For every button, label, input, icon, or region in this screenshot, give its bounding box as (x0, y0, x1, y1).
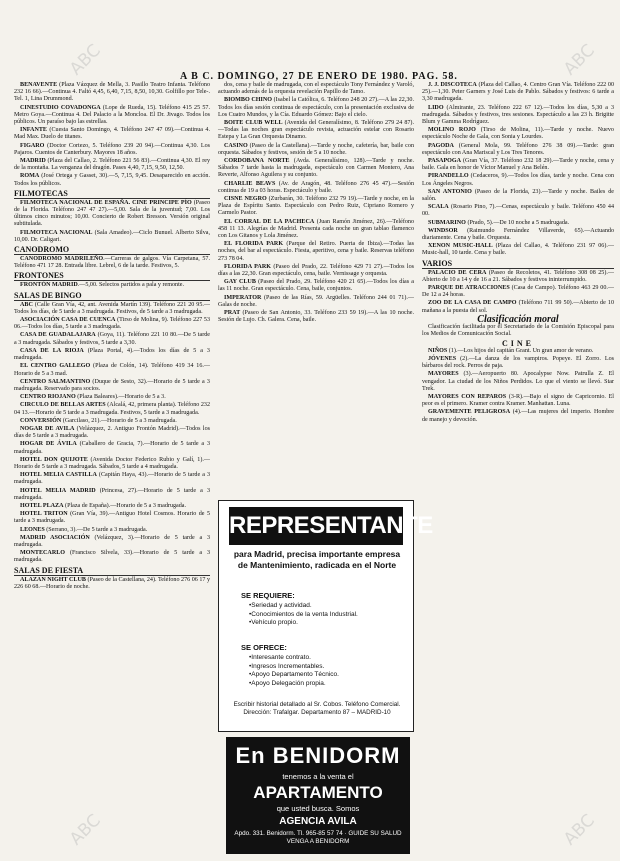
listing-name: INFANTE (20, 127, 47, 134)
listing-entry (422, 204, 614, 218)
listing-entry (14, 200, 210, 229)
listing-text: (Cuesta Santo Domingo, 4. Teléfono 247 47 09).—Continua 4. Mad Max. Duelo de titanes. (14, 127, 210, 141)
listing-entry (422, 143, 614, 157)
listing-entry (14, 143, 210, 157)
listing-text: CINE (501, 338, 534, 348)
listing-entry (14, 348, 210, 362)
listing-text: (Paseo de San Antonio, 33. Teléfono 233 59 19).—A las 10 noche. Sesión de Lujo. Ch. Galera. Cena, baile. (218, 310, 414, 324)
listing-text: Clasificación facilitada por el Secretariado de la Comisión Episcopal para los Medios de Comunicación Social. (422, 324, 614, 338)
listing-name: ZOO DE LA CASA DE CAMPO (428, 300, 517, 307)
listing-text: (Goya, 11). Teléfono 221 10 80.—De 5 tarde a 3 madrugada. Sábados y festivos, 5 tarde a 3,30. (14, 332, 210, 346)
listing-entry (14, 127, 210, 141)
listing-text: (Capitán Haya, 43).—Horario de 5 tarde a 3 madrugada. (14, 472, 210, 486)
listing-text: (General Mola, 99. Teléfono 276 38 09).—Tarde: gran espectáculo con Ana Mariscal y Los Tres Tenores. (422, 142, 614, 156)
benidorm-ad (226, 737, 410, 854)
listing-entry (14, 511, 210, 525)
listing-entry (14, 317, 210, 331)
listing-text: (Sala Amadeo).—Ciclo Bunuel. Alberto Silva, 10,00. Dr. Caligari. (14, 229, 210, 243)
listing-name: HOTEL DON QUIJOTE (20, 456, 88, 463)
classification-heading (422, 313, 614, 325)
listing-text: (Doctor Cortezo, 5. Teléfono 239 20 94).—Continua 4,30. Los Pajaros. Cuentos de Canterbury. Mayores 18 años. (14, 142, 210, 156)
listing-entry (422, 220, 614, 227)
watermark: ABC (560, 40, 599, 80)
listing-entry (14, 535, 210, 549)
listing-name: CASA DE GUADALAJARA (20, 332, 96, 339)
listing-entry (14, 302, 210, 316)
ad-agency: AGENCIA AVILA (279, 816, 357, 827)
listing-entry (218, 97, 414, 119)
listing-text: (Rosario Pino, 7).—Cenas, espectáculo y baile. Teléfono 450 44 00. (422, 204, 614, 218)
listing-text: (Paseo de las Rías, 59. Argüelles. Teléfono 244 01 71).—Galas de noche. (218, 294, 414, 308)
listing-text: (Prado, 5).—De 10 noche a 5 madrugada. (465, 219, 570, 226)
listing-text: (1).—Los hijos del capitán Grant. Un gran amor de verano. (447, 347, 594, 354)
listing-text: (Paseo del Prado, 22. Teléfono 429 71 27).—Todos los días a las 22,30. Gran espectáculo, cena, baile. Vernissage y orquesta. (218, 263, 414, 278)
listing-name: ALAZAN NIGHT CLUB (20, 576, 86, 583)
listing-entry (14, 82, 210, 104)
listing-text: Clasificación moral (477, 313, 559, 325)
listing-entry (422, 394, 614, 408)
listing-text: VARIOS (422, 258, 453, 268)
section-heading (14, 271, 210, 281)
listings-column-2 (218, 82, 414, 502)
section-heading (14, 245, 210, 255)
listing-name: CISNE NEGRO (224, 196, 267, 203)
section-heading (14, 189, 210, 199)
listing-name: NIÑOS (428, 347, 448, 354)
listing-text: FILMOTECAS (14, 188, 68, 198)
listing-text: (Gran Vía, 39).—Antiguo Hotel Cosmos. Horario de 5 tarde a 3 madrugada. (14, 511, 211, 525)
listing-name: JÓVENES (428, 355, 457, 362)
ad-subtitle: tenemos a la venta el (282, 772, 354, 781)
listing-entry (422, 371, 614, 393)
listing-text: (Serrano, 3).—De 5 tarde a 3 madrugada. (44, 526, 148, 533)
listing-entry (14, 550, 210, 564)
listing-name: MONTECARLO (20, 550, 66, 557)
listing-entry (422, 189, 614, 203)
listing-entry (14, 441, 210, 455)
listing-text: SALAS DE BINGO (14, 290, 82, 300)
listing-name: J. J. DISCOTECA (428, 82, 477, 88)
listing-entry (218, 241, 414, 263)
listing-text: (3).—Aeropuerto 80. Apocalypse Now. Patrulla Z. El vengador. La ciudad de los Niños Perdidos. Lo que el viento se llevó. Star Trek. (422, 371, 614, 392)
listing-name: CONVERSIÓN (20, 417, 62, 424)
listing-text: (2).—La danza de los vampiros. Popeye. El Zorro. Los bárbaros del rock. Perros de paja. (422, 355, 614, 370)
listing-entry (14, 402, 210, 416)
listing-text: (Duque de Sesto, 32).—Horario de 5 tarde a 3 madrugada. Reservado para socios. (14, 378, 210, 392)
listing-name: CORDOBANA NORTE (224, 158, 290, 165)
listing-name: CANODROMO MADRILEÑO (20, 256, 104, 263)
listing-name: CINESTUDIO COVADONGA (20, 104, 101, 111)
listing-entry (218, 196, 414, 218)
listing-entry (422, 348, 614, 355)
listing-entry (218, 310, 414, 324)
listing-text: (Avenida del Generalísimo, 8. Teléfono 279 24 87).—Todas las noches gran espectáculo revista, actuación estelar con Rosario Estepa y La Gran Orquesta Dinamo. (218, 120, 414, 141)
ad-title: En BENIDORM (235, 743, 401, 768)
listing-entry (14, 577, 210, 591)
listing-name: PAGODA (428, 142, 454, 149)
listing-name: EL FLORIDA PARK (224, 241, 284, 248)
ad-offer: • Apoyo Delegación propia. (249, 680, 339, 689)
listing-name: EL CENTRO GALLEGO (20, 363, 91, 370)
listing-text: (Almirante, 23. Teléfono 222 67 12).—Todos los días, 5,30 a 3 madrugada. Sábados y festivos, tres sesiones. Espectáculo a las 23 h. Brigitte Blum y Gamma Rodríguez. (422, 104, 614, 126)
listing-text: (Cedaceros, 9).—Todos los días, tarde y noche. Cena con Los Ángeles Negros. (422, 173, 614, 187)
listing-text: .—5,00. Selectos partidos a pala y remonte. (77, 282, 184, 289)
listing-entry (422, 356, 614, 370)
listing-text: (Av. de Aragón, 48. Teléfono 276 45 47).—Sesión continua de 19 a 03 horas. Espectáculo y baile. (218, 180, 415, 194)
ad-headline: APARTAMENTO (253, 783, 383, 802)
listing-entry (218, 158, 414, 180)
ad-offers-label: SE OFRECE: (241, 643, 287, 652)
ad-offer: • Interesante contrato. (249, 654, 339, 663)
listing-name: MADRID (20, 158, 46, 165)
listing-name: FILMOTECA NACIONAL (20, 229, 93, 236)
listing-name: FILMOTECA NACIONAL DE ESPAÑA. CINE PRINCIPE PÍO (20, 199, 192, 206)
listing-name: HOTEL TRITON (20, 511, 68, 518)
listing-entry (218, 295, 414, 309)
listing-name: CIRCULO DE BELLAS ARTES (20, 402, 106, 409)
listing-name: HOGAR DE ÁVILA (20, 441, 77, 448)
listing-name: PARQUE DE ATRACCIONES (428, 285, 510, 292)
listing-entry (422, 285, 614, 299)
listing-text: (Isabel la Católica, 6. Teléfono 248 20 27).—A las 22,30. Todos los días sesión continua de espectáculo, con la presentación exclusiva de Los Cuatro Mundos, y la Cía. Eduardo Gómez: Bajo el cielo. (218, 97, 414, 118)
listing-name: LIDO (428, 104, 444, 111)
ad-address: Apdo. 331. Benidorm. Tl. 965-85 57 74 · GUIDE SU SALUD VENGA A BENIDORM (234, 830, 402, 845)
listing-text: (4).—Las mujeres del imperio. Hombre de manejo y devoción. (422, 409, 615, 423)
watermark: ABC (66, 40, 105, 80)
ad-contact: Escribir historial detallado al Sr. Cobos. Teléfono Comercial. Dirección: Trafalgar. Departamento 87 – MADRID-10 (233, 701, 401, 716)
section-heading (14, 566, 210, 576)
listing-text: dos, cena y baile de madrugada, con el espectáculo Tony Fernández y Varoló, actuando además de la orquesta revelación Papillo de Tamo. (218, 82, 414, 96)
listing-text: (Paseo de la Castellana, 24). Teléfono 276 06 17 y 226 60 68.—Horario de noche. (14, 576, 211, 590)
listing-name: NOGAR DE AVILA (20, 425, 75, 432)
listing-text: (Plaza del Callao, 4. Centro Gran Vía. Teléfono 222 00 25).—1,30. Peter Garners y José Luis de Pablo. Sábados y festivos: 6 tarde a 3,30 madrugada. (422, 82, 615, 103)
section-heading (14, 291, 210, 301)
listing-name: EL CORRAL DE LA PACHECA (224, 218, 315, 225)
listing-text: (Plaza Portal, 4).—Todos los días de 5 a 3 madrugada. (14, 347, 210, 362)
listing-text: (3-R).—Bajo el signo de Capricornio. El peor es el primero. Kramer contra Kramer. Manhattan. Luna. (422, 393, 614, 408)
listing-entry (14, 472, 210, 486)
listing-text: (Plaza Baleares).—Horario de 5 a 3. (75, 394, 166, 401)
listing-text: SALAS DE FIESTA (14, 565, 84, 575)
listing-entry (422, 82, 614, 104)
watermark: ABC (560, 810, 599, 850)
listing-name: MOLINO ROJO (428, 127, 476, 134)
listing-entry (14, 527, 210, 534)
listing-text: (Plaza del Callao, 2. Teléfono 221 56 83).—Continua 4,30. El rey de la montaña. La venganza del dragón. Pases 4,40, 7,15, 9,50, 12,50. (14, 158, 210, 172)
listing-name: CASINO (224, 142, 248, 149)
listing-text: (Plaza del Callao, 4. Teléfono 231 97 06).—Music-hall, 10 tarde. Cena y baile. (422, 243, 614, 257)
listing-text: (Tirso de Molina, 9). Teléfono 227 53 06.—Todos los días, 5 tarde a 3 madrugada. (14, 317, 210, 331)
listing-text: (José Ortega y Gasset, 30).—5, 7,15, 9,45. Desaparecido en acción. Todos los públicos. (14, 173, 210, 187)
listing-entry (422, 243, 614, 257)
listing-text: (Garcilaso, 21).—Horario de 5 a 3 madrugada. (61, 417, 177, 424)
listing-entry (14, 173, 210, 187)
listings-column-3 (422, 82, 614, 852)
listing-name: FIGARO (20, 142, 45, 149)
listing-name: HOTEL MELIA CASTILLA (20, 472, 97, 479)
listing-text: FRONTONES (14, 271, 64, 281)
listing-name: BIOMBO CHINO (224, 97, 272, 104)
listing-name: SCALA (428, 204, 449, 211)
listing-name: BOITE CLUB WELL (224, 120, 283, 127)
listing-text: (Paseo del Prado, 29. Teléfono 420 21 65).—Todos los días a las 11 noche. Gran espectáculo. Cena, baile, conjuntos. (218, 279, 414, 293)
listing-text: (Avda. Generalísimo, 128).—Tarde y noche. Sábados 7 tarde hasta la madrugada, espectáculo con Carmen Montero, Ana Reverte, Alfonso Aguilera y su conjunto. (218, 158, 414, 179)
watermark: ABC (66, 810, 105, 850)
listing-name: SAN ANTONIO (428, 188, 472, 195)
listing-name: CENTRO RIOJANO (20, 394, 76, 401)
listing-text: (Teléfono 711 99 50).—Abierto de 10 mañana a la puesta del sol. (422, 300, 614, 314)
listing-entry (218, 219, 414, 241)
listing-entry (218, 279, 414, 293)
listing-entry (14, 158, 210, 172)
listing-entry (14, 426, 210, 440)
listing-text: (Princesa, 27).—Horario de 5 tarde a 3 madrugada. (14, 487, 210, 501)
listing-entry (422, 228, 614, 242)
listing-text: (Paseo de Recoletos, 41. Teléfono 308 08 25).—Abierto de 10 a 14 y de 16 a 21. Sábados y festivos ininterrumpido. (422, 269, 614, 283)
listing-text: (Plaza Vázquez de Mella, 3. Pasillo Teatro Infanta. Teléfono 232 16 66).—Continua 4. Faltó 4,45, 6,40, 7,15, 8,50, 10,30. Golfillo por Tele-. Tel. 1, Lina Drummond. (14, 82, 210, 103)
cinema-heading (422, 340, 614, 347)
listing-name: GRAVEMENTE PELIGROSA (428, 409, 511, 416)
ad-requirement: • Seriedad y actividad. (249, 602, 358, 611)
listing-name: PIRANDELLO (428, 173, 469, 180)
listing-text: (Tirso de Molina, 11).—Tarde y noche. Nuevo espectáculo Noche de Gala, con Sonia y Lourdes. (422, 127, 614, 141)
listing-text: (Paseo de la Castellana).—Tarde y noche, cafetería, bar, baile con orquesta. Sábados y festivos, sesión de 5 a 10 noche. (218, 142, 414, 156)
listing-text: (Paseo de la Florida, 23).—Tarde y noche. Bailes de salón. (422, 188, 615, 203)
listing-text: (Gran Vía, 37. Teléfono 232 18 29).—Tarde y noche, cena y baile. Gala en honor de Víctor Manuel y Ana Belén. (422, 158, 614, 172)
listing-entry (422, 105, 614, 127)
listing-name: PASAPOGA (428, 158, 462, 165)
listing-name: FLORIDA PARK (224, 263, 271, 270)
listing-name: IMPERATOR (224, 294, 262, 301)
ad-requirements-label: SE REQUIERE: (241, 591, 295, 600)
listing-text: (Juan Ramón Jiménez, 26).—Teléfono 458 11 13. Alegrías de Madrid. Presenta cada noche un gran tablao flamenco con Los Gitanos y Lola Jiménez. (218, 218, 414, 240)
listing-text: (Velázquez, 3).—Horario de 5 tarde a 3 madrugada. (14, 534, 211, 548)
listing-text: (Paseo de la Florida. Teléfono 247 47 27).—5,00. Sala de la juventud; 7,00. Los últimos cinco minutos; 10,00. Concierto de Robert Bresson. Versión original subtitulada. (14, 199, 210, 228)
listing-text: (Parque del Retiro. Puerta de Ibiza).—Todas las noches, del bar al espectáculo. Fiesta, aperitivo, cena y baile. Reservas teléfono 273 78 04. (218, 241, 414, 262)
listing-entry (422, 300, 614, 314)
listing-entry (14, 256, 210, 270)
listing-text: (Caballero de Gracia, 7).—Horario de 5 tarde a 3 madrugada. (14, 441, 210, 455)
listing-entry (218, 143, 414, 157)
listing-entry (14, 282, 210, 289)
listing-text: (Raimundo Fernández Villaverde, 65).—Actuando diariamente. Cena y baile. Orquesta. (422, 227, 614, 242)
ad-requirements-list (249, 602, 358, 628)
listing-name: MAYORES (428, 371, 459, 378)
listings-column-1 (14, 82, 210, 852)
ad-offer: • Apoyo Departamento Técnico. (249, 671, 339, 680)
listing-text: .—Carreras de galgos. Vía Carpetana, 57. Teléfono 471 17 28. Entrada libre. Lebrel, 6 de la tarde. Festivos, 5. (14, 256, 211, 270)
listing-text: (Casa de Campo). Teléfono 463 29 00.—De 12 a 24 horas. (422, 285, 614, 299)
listing-entry (14, 503, 210, 510)
listing-entry (422, 324, 614, 338)
listing-name: PRAT (224, 310, 241, 317)
ad-offer: • Ingresos Incrementables. (249, 663, 339, 672)
listing-name: HOTEL PLAZA (20, 502, 64, 509)
listing-name: WINDSOR (428, 227, 458, 234)
listing-name: GAY CLUB (224, 279, 256, 286)
listing-entry (218, 264, 414, 278)
listing-name: MAYORES CON REPAROS (428, 393, 507, 400)
listing-text: (Alcalá, 42, primera planta). Teléfono 232 04 13.—Horario de 5 tarde a 3 madrugada. Festivos, 5 tarde a 3 madrugada. (14, 402, 210, 416)
listing-entry (422, 173, 614, 187)
listing-name: XENON MUSIC-HALL (428, 243, 493, 250)
listing-name: LEONES (20, 526, 45, 533)
listing-name: CHARLIE BEAVS (224, 180, 276, 187)
listing-entry (14, 105, 210, 127)
ad-title: REPRESENTANTE (229, 507, 403, 545)
listing-name: FRONTÓN MADRID (20, 282, 78, 289)
listing-text: (Zurbarán, 30. Teléfono 232 79 19).—Tarde y noche, en la Plaza de Espíritu Santo. Espectáculo con Pedro Ruiz, Cipriano Romero y Carmelo Pastor. (218, 196, 414, 217)
ad-description: para Madrid, precisa importante empresa de Mantenimiento, radicada en el Norte (233, 549, 401, 570)
listing-entry (14, 457, 210, 471)
listing-name: CENTRO SALMANTINO (20, 378, 91, 385)
ad-offers-list (249, 654, 339, 688)
listing-name: ROMA (20, 173, 40, 180)
listing-entry (14, 418, 210, 425)
listing-text: (Lope de Rueda, 15). Teléfono 415 25 57. Metro Goya.—Continua 4. Del Palacio a la Moncloa. El Dr. Jivago. Todos los públicos. Un paraíso bajo las estrellas. (14, 104, 210, 126)
listing-entry (218, 120, 414, 142)
listing-entry (422, 270, 614, 284)
listing-entry (14, 363, 210, 377)
listing-entry (218, 181, 414, 195)
listing-text: (Avenida Doctor Federico Rubio y Galí, 1).—Horario de 5 tarde a 3 madrugada. Sábados, 5 tarde a 4 madrugada. (14, 456, 211, 470)
listing-entry (14, 379, 210, 393)
listing-name: BENAVENTE (20, 82, 58, 88)
representante-ad (218, 500, 433, 732)
listing-text: (Velázquez, 2. Antiguo Frontón Madrid).—Todos los días de 5 tarde a 3 madrugada. (14, 425, 210, 440)
listing-text: (Calle Gran Vía, 42, ant. Avenida Martín 139). Teléfono 221 20 95.—Todos los días, de 5 tarde a 3 madrugada. Festivos, de 5 tarde a 3 madrugada. (14, 301, 210, 315)
listing-text: (Plaza de España).—Horario de 5 a 3 madrugada. (63, 502, 187, 509)
listing-text: (Francisco Silvela, 33).—Horario de 5 tarde a 3 madrugada. (14, 550, 210, 564)
ad-tagline: que usted busca. Somos (276, 804, 360, 813)
listing-entry (422, 158, 614, 172)
listing-entry (14, 230, 210, 244)
page-header: A B C. DOMINGO, 27 DE ENERO DE 1980. PAG. 58. (180, 71, 458, 82)
listing-entry (422, 409, 614, 423)
listing-entry (218, 82, 414, 96)
listing-name: PALACIO DE CERA (428, 269, 487, 276)
listing-entry (14, 332, 210, 346)
listing-entry (14, 394, 210, 401)
listing-entry (14, 488, 210, 502)
listing-text: CANODROMO (14, 245, 70, 255)
listing-name: ABC (20, 301, 33, 308)
ad-requirement: • Conocimientos de la venta Industrial. (249, 611, 358, 620)
listing-text: (Plaza de Colón, 14). Teléfono 419 34 16.—Horario de 5 a 3 mad. (14, 363, 210, 377)
listing-name: SUBMARINO (428, 219, 466, 226)
section-heading (422, 259, 614, 269)
listing-name: CASA DE LA RIOJA (20, 347, 84, 354)
listing-name: MADRID ASOCIACIÓN (20, 534, 90, 541)
ad-requirement: • Vehículo propio. (249, 619, 358, 628)
listing-name: ASOCIACIÓN CASA DE CUENCA (20, 317, 116, 324)
listing-entry (422, 127, 614, 141)
listing-name: HOTEL MELIA MADRID (20, 487, 96, 494)
